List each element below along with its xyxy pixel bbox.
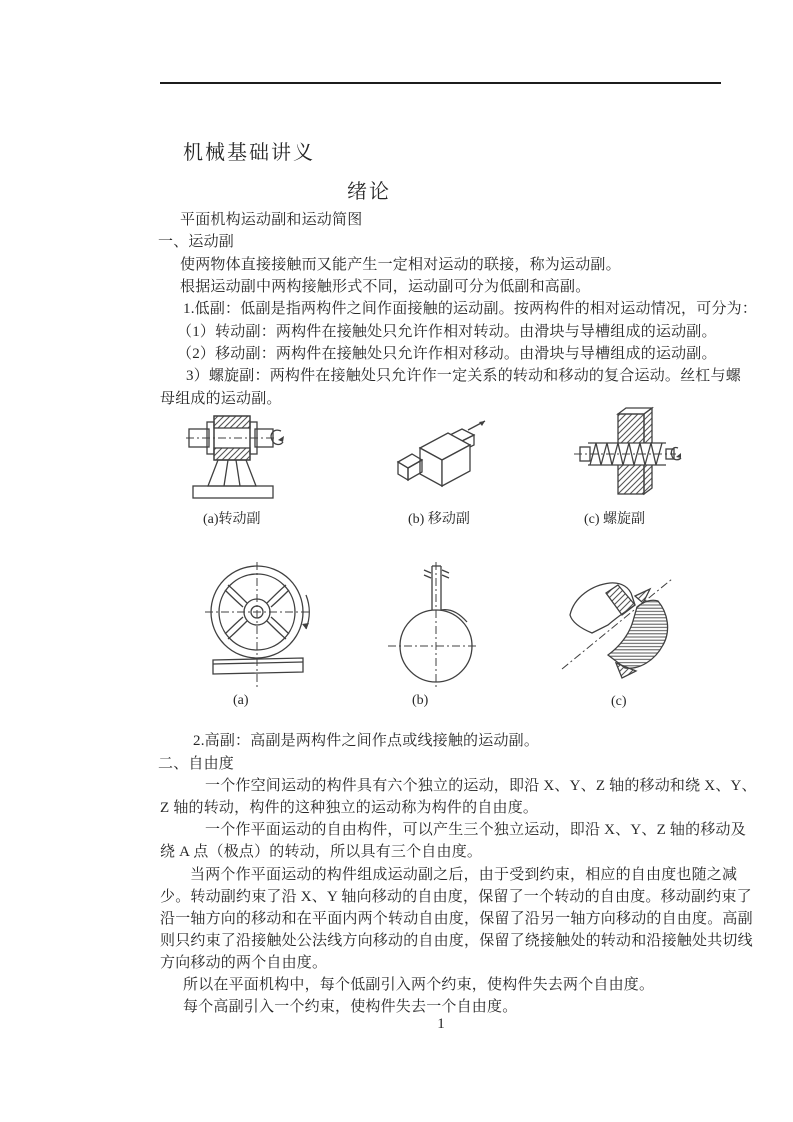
figure-label: (b) (412, 693, 429, 708)
text-line: 2.高副：高副是两构件之间作点或线接触的运动副。 (193, 733, 540, 749)
header-rule (160, 82, 721, 84)
text-line: 沿一轴方向的移动和在平面内两个转动自由度，保留了沿另一轴方向移动的自由度。高副 (160, 911, 753, 927)
gear-teeth-mesh-figure (558, 565, 676, 687)
section-heading: 绪论 (347, 181, 391, 203)
screw-pair-figure (574, 406, 682, 504)
text-line: 当两个作平面运动的构件组成运动副之后，由于受到约束，相应的自由度也随之减 (190, 867, 738, 883)
text-line: 一个作空间运动的构件具有六个独立的运动，即沿 X、Y、Z 轴的移动和绕 X、Y、 (205, 778, 757, 794)
text-line: 所以在平面机构中，每个低副引入两个约束，使构件失去两个自由度。 (183, 977, 655, 993)
document-title: 机械基础讲义 (183, 142, 315, 164)
text-line: （1）转动副：两构件在接触处只允许作相对转动。由滑块与导槽组成的运动副。 (177, 324, 717, 340)
revolute-pair-figure (186, 412, 286, 504)
text-line: 少。转动副约束了沿 X、Y 轴向移动的自由度，保留了一个转动的自由度。移动副约束了 (160, 889, 752, 905)
text-line: 一个作平面运动的自由构件，可以产生三个独立运动，即沿 X、Y、Z 轴的移动及 (205, 822, 746, 838)
figure-label: (a)转动副 (203, 512, 261, 527)
text-line: 使两物体直接接触而又能产生一定相对运动的联接，称为运动副。 (180, 257, 621, 273)
figure-label: (a) (233, 693, 249, 708)
text-line: 1.低副：低副是指两构件之间作面接触的运动副。按两构件的相对运动情况，可分为： (183, 301, 758, 317)
text-line: 3）螺旋副：两构件在接触处只允许作一定关系的转动和移动的复合运动。丝杠与螺 (186, 368, 741, 384)
text-line: 一、运动副 (158, 234, 235, 250)
page-number: 1 (437, 1016, 445, 1032)
cam-follower-figure (388, 560, 480, 690)
text-line: （2）移动副：两构件在接触处只允许作相对移动。由滑块与导槽组成的运动副。 (177, 346, 717, 362)
text-line: 则只约束了沿接触处公法线方向移动的自由度，保留了绕接触处的转动和沿接触处共切线 (160, 933, 753, 949)
text-line: 方向移动的两个自由度。 (160, 955, 328, 971)
figure-label: (c) 螺旋副 (584, 512, 646, 527)
figure-label: (b) 移动副 (408, 512, 470, 527)
wheel-on-plate-figure (205, 562, 315, 694)
prismatic-pair-figure (392, 418, 488, 500)
text-line: 每个高副引入一个约束，使构件失去一个自由度。 (183, 999, 518, 1015)
text-line: 二、自由度 (158, 756, 235, 772)
figure-label: (c) (611, 694, 627, 709)
text-line: 平面机构运动副和运动简图 (180, 212, 363, 228)
text-line: 母组成的运动副。 (160, 391, 282, 407)
text-line: 根据运动副中两构接触形式不同，运动副可分为低副和高副。 (180, 279, 591, 295)
text-line: Z 轴的转动，构件的这种独立的运动称为构件的自由度。 (160, 800, 539, 816)
text-line: 绕 A 点（极点）的转动，所以具有三个自由度。 (160, 844, 483, 860)
